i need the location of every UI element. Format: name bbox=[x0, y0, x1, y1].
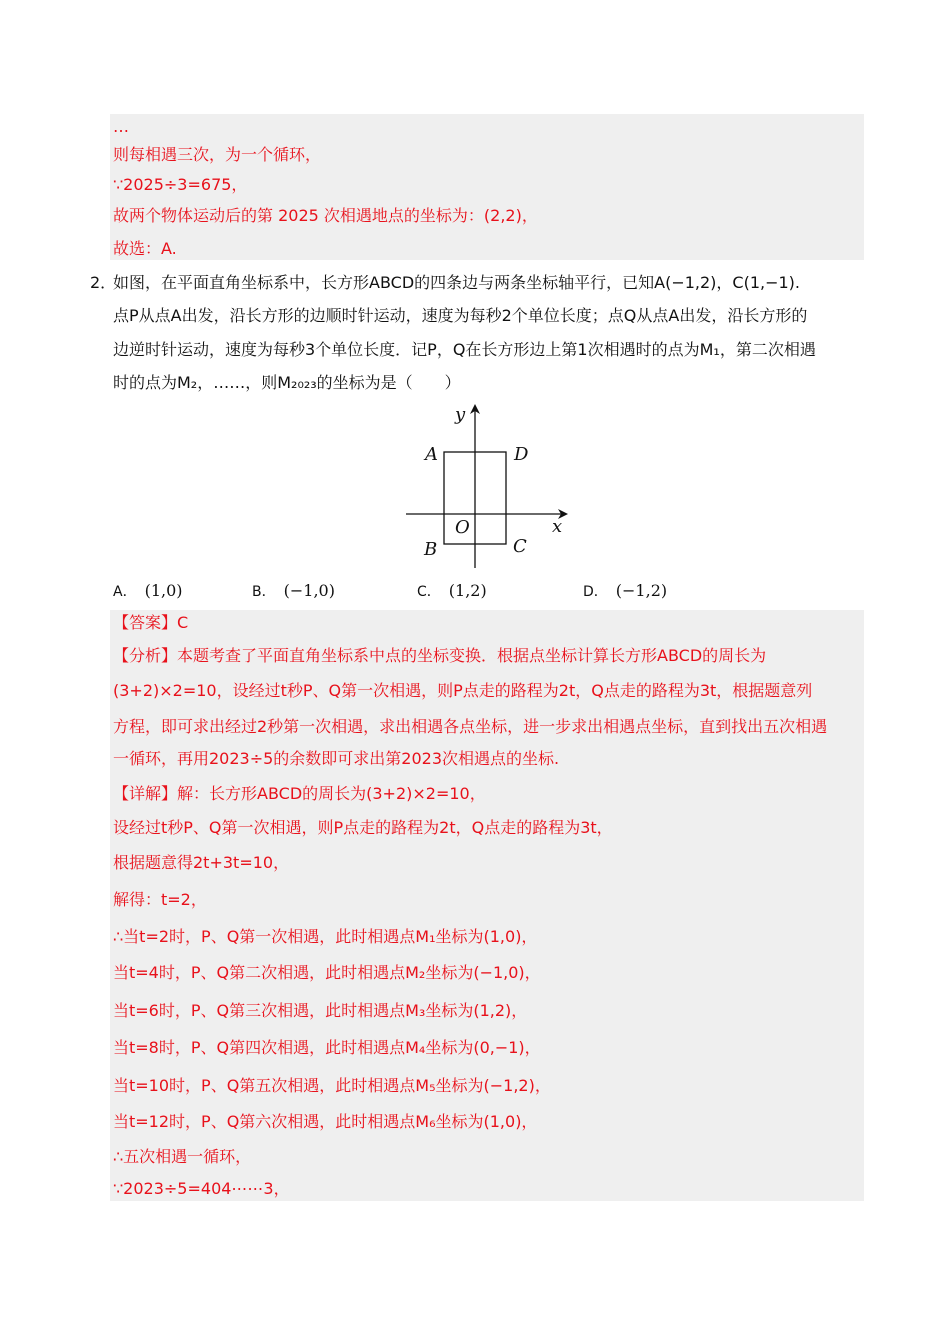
option-a-value: (1,0) bbox=[144, 581, 183, 600]
prev-solution-line: … bbox=[113, 117, 129, 136]
question-number: 2． bbox=[90, 273, 117, 292]
coordinate-figure bbox=[400, 400, 575, 575]
answer-line: 【答案】C bbox=[113, 613, 189, 632]
prev-solution-line: 故选：A. bbox=[113, 239, 177, 258]
option-b-value: (−1,0) bbox=[283, 581, 335, 600]
detail-line: 当t=10时，P、Q第五次相遇，此时相遇点M₅坐标为(−1,2)， bbox=[113, 1076, 551, 1095]
option-d[interactable] bbox=[583, 580, 667, 603]
option-d-label: D． bbox=[583, 584, 608, 600]
option-c[interactable] bbox=[417, 580, 487, 603]
detail-line: 当t=12时，P、Q第六次相遇，此时相遇点M₆坐标为(1,0)， bbox=[113, 1112, 538, 1131]
detail-line: 设经过t秒P、Q第一次相遇，则P点走的路程为2t，Q点走的路程为3t， bbox=[113, 818, 613, 837]
detail-line: 当t=8时，P、Q第四次相遇，此时相遇点M₄坐标为(0,−1)， bbox=[113, 1038, 541, 1057]
question-line: 时的点为M₂，……，则M₂₀₂₃的坐标为是（ ） bbox=[113, 373, 461, 392]
analysis-line: (3+2)×2=10，设经过t秒P、Q第一次相遇，则P点走的路程为2t，Q点走的路程为3t，根据题意列 bbox=[113, 681, 813, 700]
detail-line: 【详解】解：长方形ABCD的周长为(3+2)×2=10， bbox=[113, 784, 486, 803]
origin-label: O bbox=[455, 517, 470, 538]
option-c-value: (1,2) bbox=[448, 581, 487, 600]
question-line: 边逆时针运动，速度为每秒3个单位长度．记P，Q在长方形边上第1次相遇时的点为M₁，第二次相遇 bbox=[113, 340, 816, 359]
prev-solution-line: 故两个物体运动后的第 2025 次相遇地点的坐标为：(2,2)， bbox=[113, 206, 538, 225]
point-a-label: A bbox=[425, 444, 438, 465]
option-a[interactable] bbox=[113, 580, 183, 603]
option-a-label: A． bbox=[113, 584, 137, 600]
analysis-line: 【分析】本题考查了平面直角坐标系中点的坐标变换．根据点坐标计算长方形ABCD的周长为 bbox=[113, 646, 767, 665]
option-b[interactable] bbox=[252, 580, 335, 603]
option-b-label: B． bbox=[252, 584, 276, 600]
option-d-value: (−1,2) bbox=[615, 581, 668, 600]
detail-line: 当t=6时，P、Q第三次相遇，此时相遇点M₃坐标为(1,2)， bbox=[113, 1001, 528, 1020]
prev-solution-line: ∵2025÷3=675， bbox=[113, 175, 248, 194]
option-c-label: C． bbox=[417, 584, 441, 600]
detail-line: 当t=4时，P、Q第二次相遇，此时相遇点M₂坐标为(−1,0)， bbox=[113, 963, 541, 982]
y-axis-label: y bbox=[455, 404, 466, 425]
detail-line: ∵2023÷5=404⋯⋯3， bbox=[113, 1179, 290, 1198]
point-d-label: D bbox=[514, 444, 529, 465]
question-line: 点P从点A出发，沿长方形的边顺时针运动，速度为每秒2个单位长度；点Q从点A出发，沿长方形的 bbox=[113, 306, 808, 325]
detail-line: ∴五次相遇一循环， bbox=[113, 1147, 252, 1166]
point-b-label: B bbox=[424, 539, 438, 560]
analysis-line: 方程，即可求出经过2秒第一次相遇，求出相遇各点坐标，进一步求出相遇点坐标，直到找出五次相遇 bbox=[113, 717, 828, 736]
detail-line: 解得：t=2， bbox=[113, 890, 207, 909]
prev-solution-line: 则每相遇三次，为一个循环， bbox=[113, 145, 322, 164]
analysis-line: 一循环，再用2023÷5的余数即可求出第2023次相遇点的坐标. bbox=[113, 749, 560, 768]
point-c-label: C bbox=[513, 536, 527, 557]
detail-line: 根据题意得2t+3t=10， bbox=[113, 853, 290, 872]
question-line: 如图，在平面直角坐标系中，长方形ABCD的四条边与两条坐标轴平行，已知A(−1,2)，C(1,−1). bbox=[113, 273, 801, 292]
x-axis-label: x bbox=[552, 516, 563, 537]
detail-line: ∴当t=2时，P、Q第一次相遇，此时相遇点M₁坐标为(1,0)， bbox=[113, 927, 538, 946]
